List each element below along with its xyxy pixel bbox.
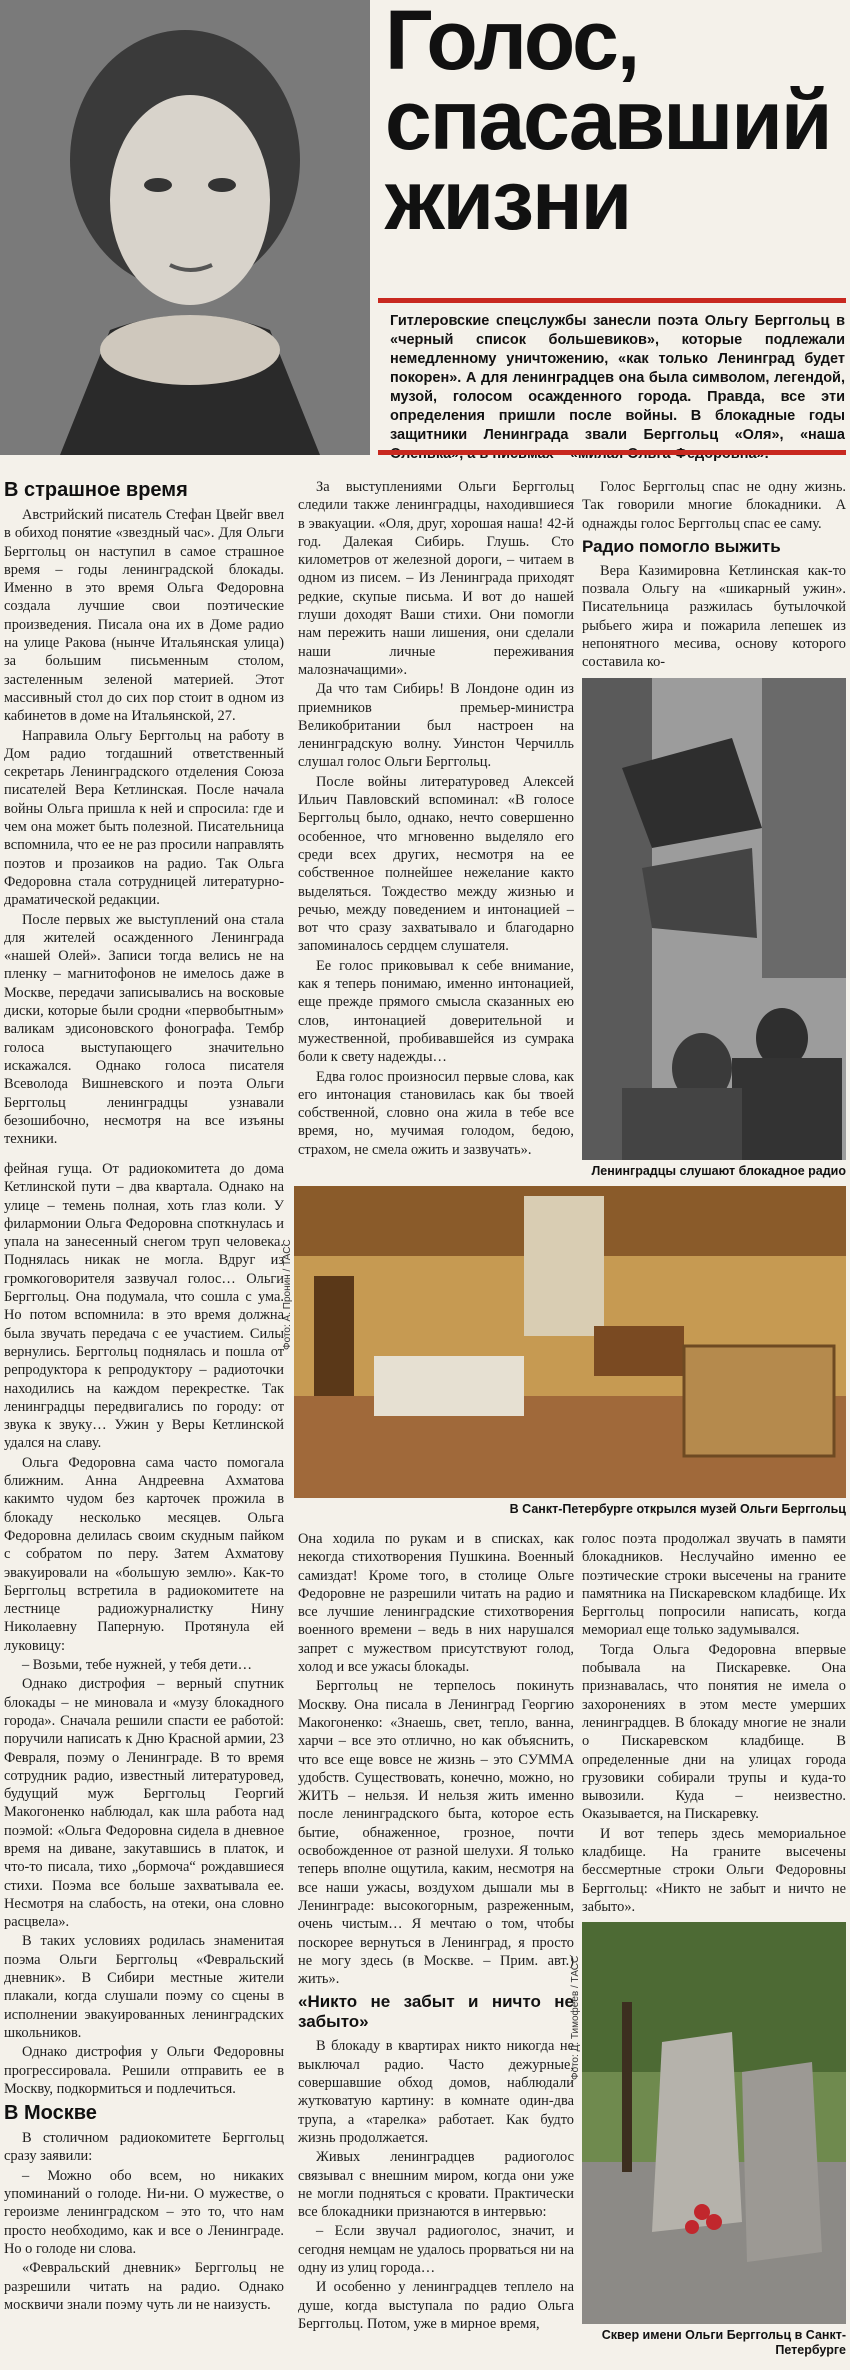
headline-line-2: спасавший — [385, 73, 831, 167]
paragraph: «Февральский дневник» Берггольц не разрешили читать на радио. Однако москвичи знали поэму чуть ли не наизусть. — [4, 2260, 284, 2313]
section-heading: В страшное время — [4, 479, 188, 501]
headline-rule — [378, 298, 846, 303]
column-2-upper — [298, 478, 574, 1160]
paragraph: В блокаду в квартирах никто никогда не выключал радио. Часто дежурные, совершавшие обход домов, наблюдали жутковатую картину: в комнате один-два трупа, а «тарелка» работает. Как будто жизнь продолжается. — [298, 2038, 574, 2146]
paragraph: И особенно у ленинградцев теплело на душе, когда выступала по радио Ольга Берггольц. Потом, уже в мирное время, — [298, 2279, 574, 2332]
column-1-upper — [4, 475, 284, 1149]
paragraph: Тогда Ольга Федоровна впервые побывала на Пискаревке. Она признавалась, что понятия не имела о захоронениях в этом месте умерших ленинградцев. В блокаду многие не знали о Пискаревском кладбище. В определенные дни на улицах города грузовики собирали трупы и куда-то вывозили. Куда – неизвестно. Оказывается, на Пискаревку. — [582, 1641, 846, 1823]
paragraph: Голос Берггольц спас не одну жизнь. Так говорили многие блокадники. А однажды голос Берггольц спас ее саму. — [582, 479, 846, 532]
column-2-lower — [298, 1530, 574, 2334]
paragraph: Едва голос произносил первые слова, как его интонация становилась как бы твоей собственной, словно она жила в тебе все время, но, мучимая голодом, бедою, страхом, не смела ожить и зазвучать». — [298, 1068, 574, 1158]
paragraph: – Возьми, тебе нужней, у тебя дети… — [22, 1657, 253, 1674]
paragraph: Берггольц не терпелось покинуть Москву. Она писала в Ленинград Георгию Макогоненко: «Знаешь, свет, тепло, ванна, харчи – все это отлично, но как объяснить, что все еще вовсе не жизнь – это СУММА удобств. Существовать, конечно, можно, но ЖИТЬ – нельзя. И нельзя жить именно после ленинградского быта, которое есть бытие, обнаженное, грозное, почти освобожденное от разной шелухи. Я только теперь вполне ощутила, каким, несмотря на все наши ужасы, воздухом дышали мы в Ленинграде: высокогорным, разреженным, очень чистым… Я мечтаю о том, чтобы поскорее вернуться в Ленинград, я просто не могу здесь (в Москве. – Прим. авт.) жить». — [298, 1678, 574, 1988]
column-3-upper — [582, 478, 846, 673]
paragraph: В столичном радиокомитете Берггольц сразу заявили: — [4, 2130, 284, 2165]
paragraph: Направила Ольгу Берггольц на работу в Дом радио тогдашний ответственный секретарь Ленинградского отделения Союза писателей Вера Кетлинская. После начала войны Ольга пришла к ней и спросила: где и чем она может быть полезной. Писательница вспомнила, что ее не раз просили направлять поэтов и прозаиков на радио. Так Ольга Федоровна стала сотрудницей литературно-драматической редакции. — [4, 727, 284, 909]
lead-paragraph: Гитлеровские спецслужбы занесли поэта Ольгу Берггольц в «черный список большевиков», которые подлежали немедленному уничтожению, «как только Ленинград будет покорен». А для ленинградцев она была символом, легендой, музой, голосом осажденного города. Правда, все эти определения пришли после войны. В блокадные годы защитники Ленинграда звали Берггольц «Оля», «наша — [390, 313, 845, 443]
column-1-lower — [4, 1160, 284, 2315]
paragraph: За выступлениями Ольги Берггольц следили также ленинградцы, находившиеся в эвакуации. «Оля, друг, хорошая наша! 42-й год. Далекая Сибирь. Глушь. Сто километров от железной дороги, – читаем в одном из писем. – Из Ленинграда приходят редкие, скупые письма. И вот до нашей глуши доходят Ваши стихи. Они помогли нам пережить наши лишения, они сделали наши личные переживания малозначащими». — [298, 479, 574, 678]
section-heading: Радио помогло выжить — [582, 536, 781, 556]
paragraph: После войны литературовед Алексей Ильич Павловский вспоминал: «В голосе Берггольц было, однако, нечто совершенно особенное, что мгновенно выделяло его среди всех других, несмотря на ее собственное полнейшее нежелание както выделяться. Тождество между жизнью и речью, между поведением и интонацией – вот что сразу захватывало и благодарно запоминалось сердцем слушателя. — [298, 773, 574, 955]
paragraph: И вот теперь здесь мемориальное кладбище. На граните высечены бессмертные строки Ольги Федоровны Берггольц: «Никто не забыт и ничто не забыто». — [582, 1825, 846, 1915]
museum-photo-caption: В Санкт-Петербурге открылся музей Ольги Берггольц — [509, 1502, 846, 1516]
column-3-lower — [582, 1530, 846, 1939]
paragraph: фейная гуща. От радиокомитета до дома Кетлинской пути – два квартала. Однако на улице – темень полная, хоть глаз коли. У филармонии Ольга Федоровна споткнулась и упала на занесенный снегом труп человека. Поднялась никак не могла. Вдруг из громкоговорителя зазвучал голос… Ольги Берггольц. Она подумала, что сошла с ума. Но потом вспомнила: в это время должна была звучать передача с ее участием. Силы вернулись. Берггольц поднялась и пошла от репродуктора к репродуктору – радиоточки находились на каждом перекрестке. Так ленинградцы передвигались по городу: от звука к звуку… Ужин у Веры Кетлинской удался на славу. — [4, 1161, 284, 1452]
paragraph: Однако дистрофия у Ольги Федоровны прогрессировала. Решили отправить ее в Москву, подкормиться и подлечиться. — [4, 2044, 284, 2097]
paragraph: голос поэта продолжал звучать в памяти блокадников. Неслучайно именно ее поэтические строки высечены на граните памятника на Пискаревском кладбище. Их Берггольц попросили написать, когда мемориал еще только задумывался. — [582, 1531, 846, 1639]
paragraph: Да что там Сибирь! В Лондоне один из приемников премьер-министра Великобритании был настроен на ленинградскую волну. Уинстон Черчилль слушал голос Ольги Берггольц. — [298, 681, 574, 771]
paragraph: Австрийский писатель Стефан Цвейг ввел в обиход понятие «звездный час». Для Ольги Берггольц он наступил в самое страшное время – годы ленинградской блокады. Именно в это время Ольга Федоровна создала лучшие свои поэтические произведения. Писала она их в Доме радио на улице Ракова (нынче Итальянская улица) за большим письменным столом, застеленным зеленой материей. Этот массивный стол до сих пор стоит в одном из кабинетов в доме на Итальянской, 27. — [4, 507, 284, 725]
paragraph: Вера Казимировна Кетлинская как-то позвала Ольгу на «шикарный ужин». Писательница разжилась бутылочкой рыбьего жира и пожарила лепешек из непонятного месива, основу которого составила ко- — [582, 562, 846, 671]
square-photo-caption: Сквер имени Ольги Берггольц в Санкт-Петербурге — [601, 2328, 846, 2357]
paragraph: Она ходила по рукам и в списках, как некогда стихотворения Пушкина. Военный самиздат! Кроме того, в столице Ольге Федоровне не разрешили читать на радио и все лучшие ленинградские стихотворения военного времени – ведь в них нарушался запрет с мужеством присутствуют голод, холод и все ужасы блокады. — [298, 1531, 574, 1676]
headline-line-3: жизни — [385, 153, 631, 247]
section-heading: «Никто не забыт и ничто не забыто» — [298, 1992, 574, 2032]
paragraph: Ольга Федоровна сама часто помогала ближним. Анна Андреевна Ахматова какимто чудом без карточек прожила в блокаду несколько месяцев. Ольга Федоровна делилась своим скудным пайком с собратом по перу. Затем Ахматову эвакуировали на «большую землю». Как-то Берггольц встретила в радиокомитете на лестнице радиожурналистку Нину Николаевну Паперную. Протянула ей луковицу: — [4, 1454, 284, 1654]
paragraph: В таких условиях родилась знаменитая поэма Ольги Берггольц «Февральский дневник». В Сибири местные жители плакали, когда слушали поэму со сцены в исполнении эвакуированных ленинградских школьников. — [4, 1933, 284, 2041]
lead-rule — [378, 450, 846, 455]
square-photo — [582, 1922, 846, 2324]
headline-line-1: Голос, — [385, 0, 639, 87]
radio-photo-caption: Ленинградцы слушают блокадное радио — [591, 1164, 846, 1178]
museum-photo-credit: Фото: А. Пронин / ТАСС — [282, 1239, 293, 1350]
paragraph: Однако дистрофия – верный спутник блокады – не миновала и «музу блокадного города». Сначала решили спасти ее работой: поручили написать к Дню Красной армии, 23 Февраля, поэму о Ленинграде. В то время сотрудник радио, известный литературовед, будущий муж Берггольц Георгий Макогоненко наблюдал, как шла работа над поэмой: «Ольга Федоровна сидела в дневное время на диване, закутавшись в платок, и что-то писала, тихо „бормоча“ рождавшиеся стихи. Поэма все больше захватывала ее. Несмотря на слабость, на отеки, она словно расцвела». — [4, 1676, 284, 1931]
museum-photo — [294, 1186, 846, 1498]
portrait-photo — [0, 0, 370, 455]
paragraph: – Можно обо всем, но никаких упоминаний о голоде. Ни-ни. О мужестве, о героизме ленинградском – это то, что нам просто необходимо, как и все о Ленинграде. Но о голоде ни слова. — [4, 2167, 284, 2257]
radio-photo — [582, 678, 846, 1160]
section-heading: В Москве — [4, 2102, 97, 2125]
square-photo-credit: Фото: Д. Тимофеев / ТАСС — [570, 1955, 581, 2080]
paragraph: – Если звучал радиоголос, значит, и сегодня немцам не удалось прорваться ни на одну из улиц города… — [298, 2223, 574, 2276]
paragraph: Живых ленинградцев радиоголос связывал с внешним миром, когда они уже не могли подняться с кровати. Практически все блокадники признаются в интервью: — [298, 2149, 574, 2221]
paragraph: Ее голос приковывал к себе внимание, как я теперь понимаю, именно интонацией, еще прежде прямого смысла сказанных ею слов, интонацией доверительной и мужественной, пробивавшейся из сумрака боли к свету надежды… — [298, 957, 574, 1066]
headline — [385, 0, 845, 247]
paragraph: После первых же выступлений она стала для жителей осажденного Ленинграда «нашей Олей». Записи тогда велись не на пленку – магнитофонов не имелось даже в Москве, передачи записывались на восковые диски, которые были сродни «первобытным» валикам эдисоновского фонографа. Тембр голоса выступающего значительно искажался. Однако голоса писателя Всеволода Вишневского и поэта Ольги Берггольц ленинградцы узнавали безошибочно, несмотря на все изъяны техники. — [4, 911, 284, 1148]
